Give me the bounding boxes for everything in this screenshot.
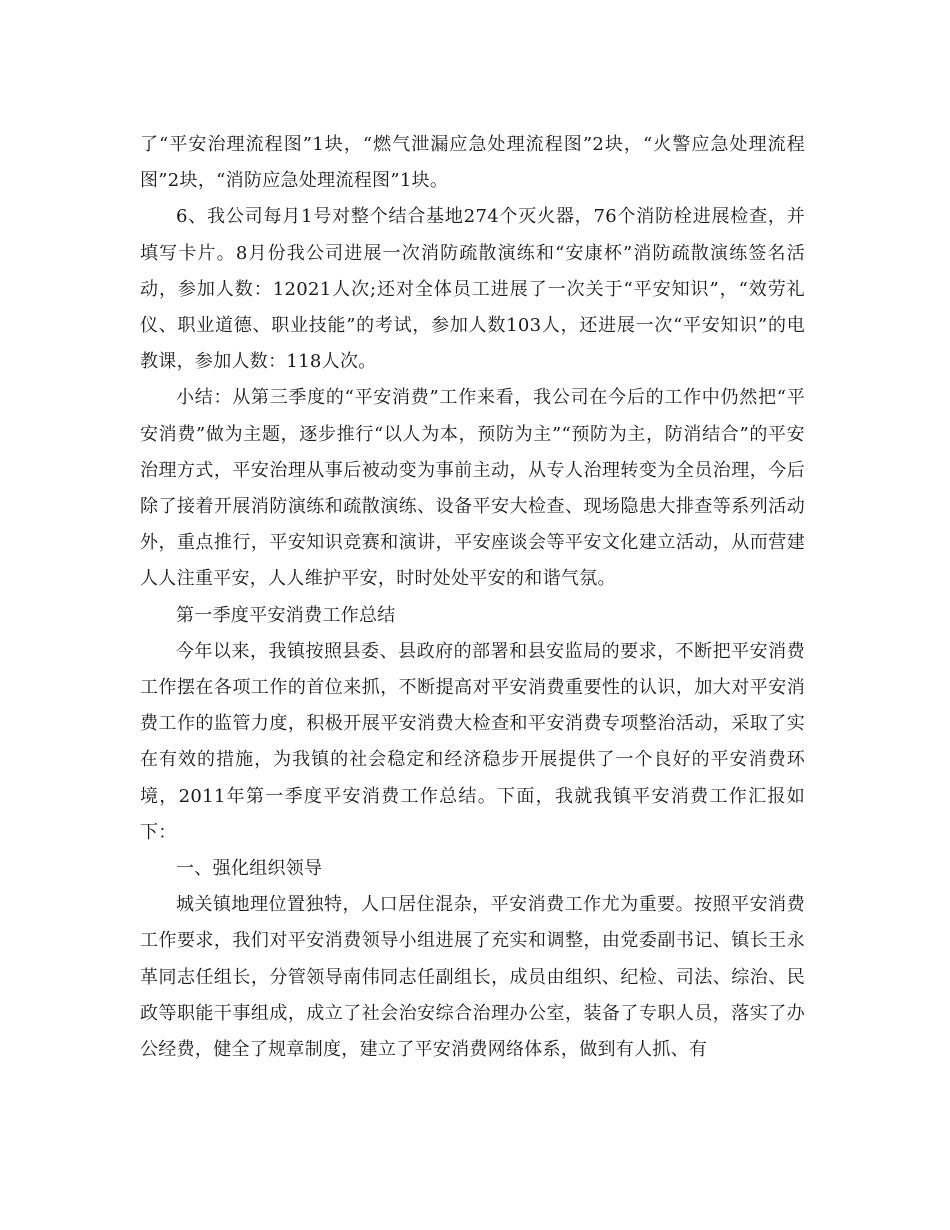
paragraph-fire-safety-flowcharts: 了“平安治理流程图”1块，“燃气泄漏应急处理流程图”2块，“火警应急处理流程图”2块，“消防应急处理流程图”1块。 — [140, 134, 805, 192]
paragraph-organization: 城关镇地理位置独特，人口居住混杂，平安消费工作尤为重要。按照平安消费工作要求，我们对平安消费领导小组进展了充实和调整，由党委副书记、镇长王永革同志任组长，分管领导南伟同志任副组长，成员由组织、纪检、司法、综治、民政等职能干事组成，成立了社会治安综合治理办公室，装备了专职人员，落实了办公经费，健全了规章制度，建立了平安消费网络体系，做到有人抓、有 — [140, 894, 805, 1061]
section-heading-organization: 一、强化组织领导 — [176, 858, 323, 880]
paragraph-item-6-inspections: 6、我公司每月1号对整个结合基地274个灭火器，76个消防栓进展检查，并填写卡片。8月份我公司进展一次消防疏散演练和“安康杯”消防疏散演练签名活动，参加人数：12021人次;还对全体员工进展了一次关于“平安知识”，“效劳礼仪、职业道德、职业技能”的考试，参加人数103人，还进展一次“平安知识”的电教课，参加人数：118人次。 — [140, 206, 805, 373]
section-heading-q1-summary: 第一季度平安消费工作总结 — [176, 604, 396, 626]
paragraph-summary: 小结：从第三季度的“平安消费”工作来看，我公司在今后的工作中仍然把“平安消费”做为主题，逐步推行“以人为本，预防为主”“预防为主，防消结合”的平安治理方式，平安治理从事后被动变为事前主动，从专人治理转变为全员治理，今后除了接着开展消防演练和疏散演练、设备平安大检查、现场隐患大排查等系列活动外，重点推行，平安知识竞赛和演讲，平安座谈会等平安文化建立活动，从而营建人人注重平安，人人维护平安，时时处处平安的和谐气氛。 — [140, 387, 805, 590]
paragraph-q1-intro: 今年以来，我镇按照县委、县政府的部署和县安监局的要求，不断把平安消费工作摆在各项工作的首位来抓，不断提高对平安消费重要性的认识，加大对平安消费工作的监管力度，积极开展平安消费大检查和平安消费专项整治活动，采取了实在有效的措施，为我镇的社会稳定和经济稳步开展提供了一个良好的平安消费环境，2011年第一季度平安消费工作总结。下面，我就我镇平安消费工作汇报如下： — [140, 640, 805, 843]
document-body — [140, 127, 805, 1068]
